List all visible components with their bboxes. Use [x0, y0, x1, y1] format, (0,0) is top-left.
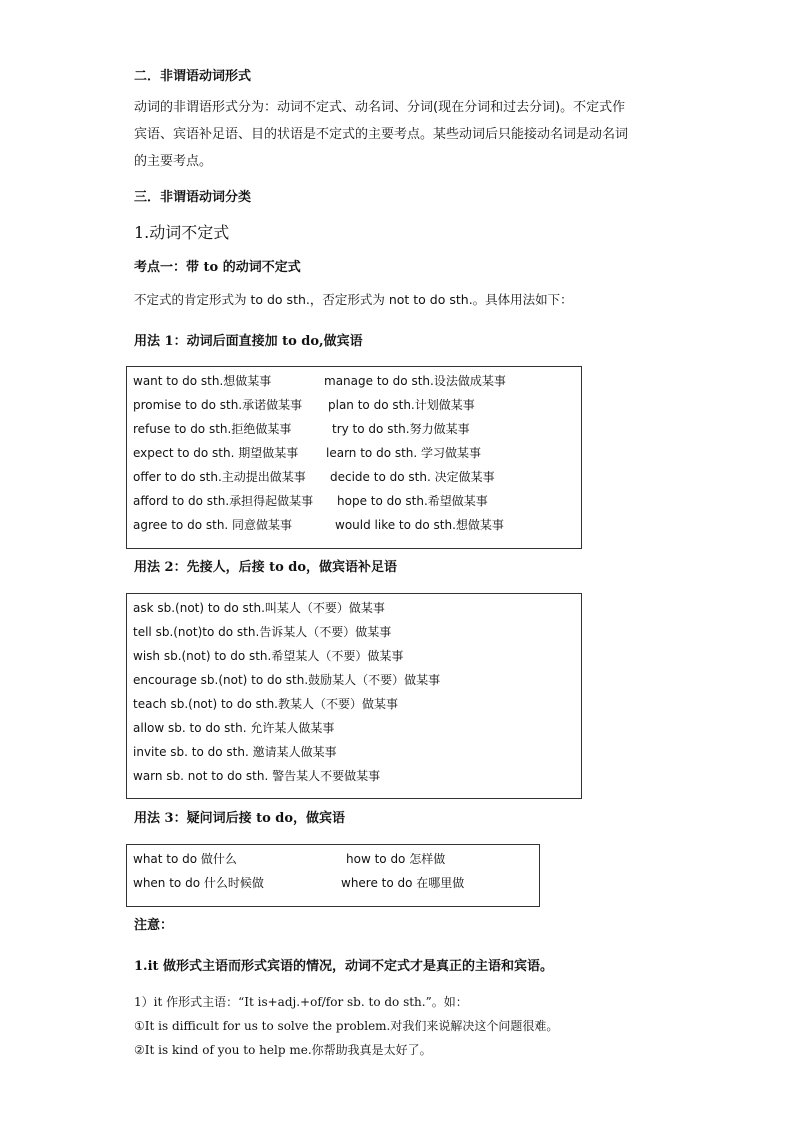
usage-1-cell: would like to do sth.想做某事 — [335, 518, 504, 532]
usage-3-cell: what to do 做什么 — [133, 852, 237, 866]
usage-1-row — [133, 468, 306, 485]
usage-3-title: 用法 3：疑问词后接 to do，做宾语 — [134, 811, 346, 826]
section-2-line-3: 的主要考点。 — [134, 154, 213, 169]
usage-3-box — [126, 844, 540, 907]
usage-1-cell: try to do sth.努力做某事 — [332, 422, 470, 436]
usage-1-row — [133, 444, 298, 461]
usage-1-cell: decide to do sth. 决定做某事 — [330, 470, 495, 484]
usage-2-row: ask sb.(not) to do sth.叫某人（不要）做某事 — [133, 601, 385, 615]
usage-1-row — [133, 372, 271, 389]
section-heading-2: 二．非谓语动词形式 — [134, 69, 252, 84]
kaodian-heading: 考点一：带 to 的动词不定式 — [134, 260, 301, 275]
usage-2-row: warn sb. not to do sth. 警告某人不要做某事 — [133, 769, 381, 783]
usage-1-cell: promise to do sth.承诺做某事 — [133, 398, 303, 412]
section-heading-3: 三．非谓语动词分类 — [134, 190, 252, 205]
usage-1-box — [126, 366, 582, 549]
usage-1-row — [133, 492, 313, 509]
note-label: 注意： — [134, 918, 174, 933]
usage-1-row — [133, 420, 291, 437]
usage-1-row — [133, 516, 292, 533]
usage-2-row: teach sb.(not) to do sth.教某人（不要）做某事 — [133, 697, 398, 711]
usage-1-cell: learn to do sth. 学习做某事 — [326, 446, 482, 460]
note-sub-1: 1）it 作形式主语：“It is+adj.+of/for sb. to do sth.”。如： — [134, 995, 468, 1009]
usage-1-cell: hope to do sth.希望做某事 — [337, 494, 488, 508]
note-point-1: 1.it 做形式主语而形式宾语的情况，动词不定式才是真正的主语和宾语。 — [134, 959, 554, 974]
usage-2-row: allow sb. to do sth. 允许某人做某事 — [133, 721, 335, 735]
note-example-1: ①It is difficult for us to solve the problem.对我们来说解决这个问题很难。 — [134, 1019, 559, 1033]
usage-2-box — [126, 593, 582, 799]
usage-3-cell: where to do 在哪里做 — [341, 876, 465, 890]
usage-3-cell: how to do 怎样做 — [346, 852, 446, 866]
usage-2-row: tell sb.(not)to do sth.告诉某人（不要）做某事 — [133, 625, 392, 639]
note-example-2: ②It is kind of you to help me.你帮助我真是太好了。 — [134, 1043, 432, 1057]
usage-1-cell: manage to do sth.设法做成某事 — [324, 374, 506, 388]
usage-3-cell: when to do 什么时候做 — [133, 876, 264, 890]
infinitive-intro: 不定式的肯定形式为 to do sth.，否定形式为 not to do sth.。具体用法如下： — [134, 292, 573, 307]
subsection-heading: 1.动词不定式 — [134, 223, 230, 242]
section-2-line-1: 动词的非谓语形式分为：动词不定式、动名词、分词(现在分词和过去分词)。不定式作 — [134, 100, 626, 115]
usage-1-cell: afford to do sth.承担得起做某事 — [133, 494, 314, 508]
usage-2-row: wish sb.(not) to do sth.希望某人（不要）做某事 — [133, 649, 404, 663]
usage-1-cell: plan to do sth.计划做某事 — [328, 398, 475, 412]
section-2-line-2: 宾语、宾语补足语、目的状语是不定式的主要考点。某些动词后只能接动名词是动名词 — [134, 127, 629, 142]
usage-2-row: encourage sb.(not) to do sth.鼓励某人（不要）做某事 — [133, 673, 441, 687]
usage-2-row: invite sb. to do sth. 邀请某人做某事 — [133, 745, 337, 759]
usage-1-cell: want to do sth.想做某事 — [133, 374, 272, 388]
usage-1-cell: refuse to do sth.拒绝做某事 — [133, 422, 292, 436]
usage-1-cell: agree to do sth. 同意做某事 — [133, 518, 293, 532]
usage-2-title: 用法 2：先接人，后接 to do，做宾语补足语 — [134, 560, 398, 575]
usage-1-title: 用法 1：动词后面直接加 to do,做宾语 — [134, 334, 363, 349]
usage-1-row — [133, 396, 302, 413]
usage-1-cell: offer to do sth.主动提出做某事 — [133, 470, 306, 484]
usage-1-cell: expect to do sth. 期望做某事 — [133, 446, 299, 460]
